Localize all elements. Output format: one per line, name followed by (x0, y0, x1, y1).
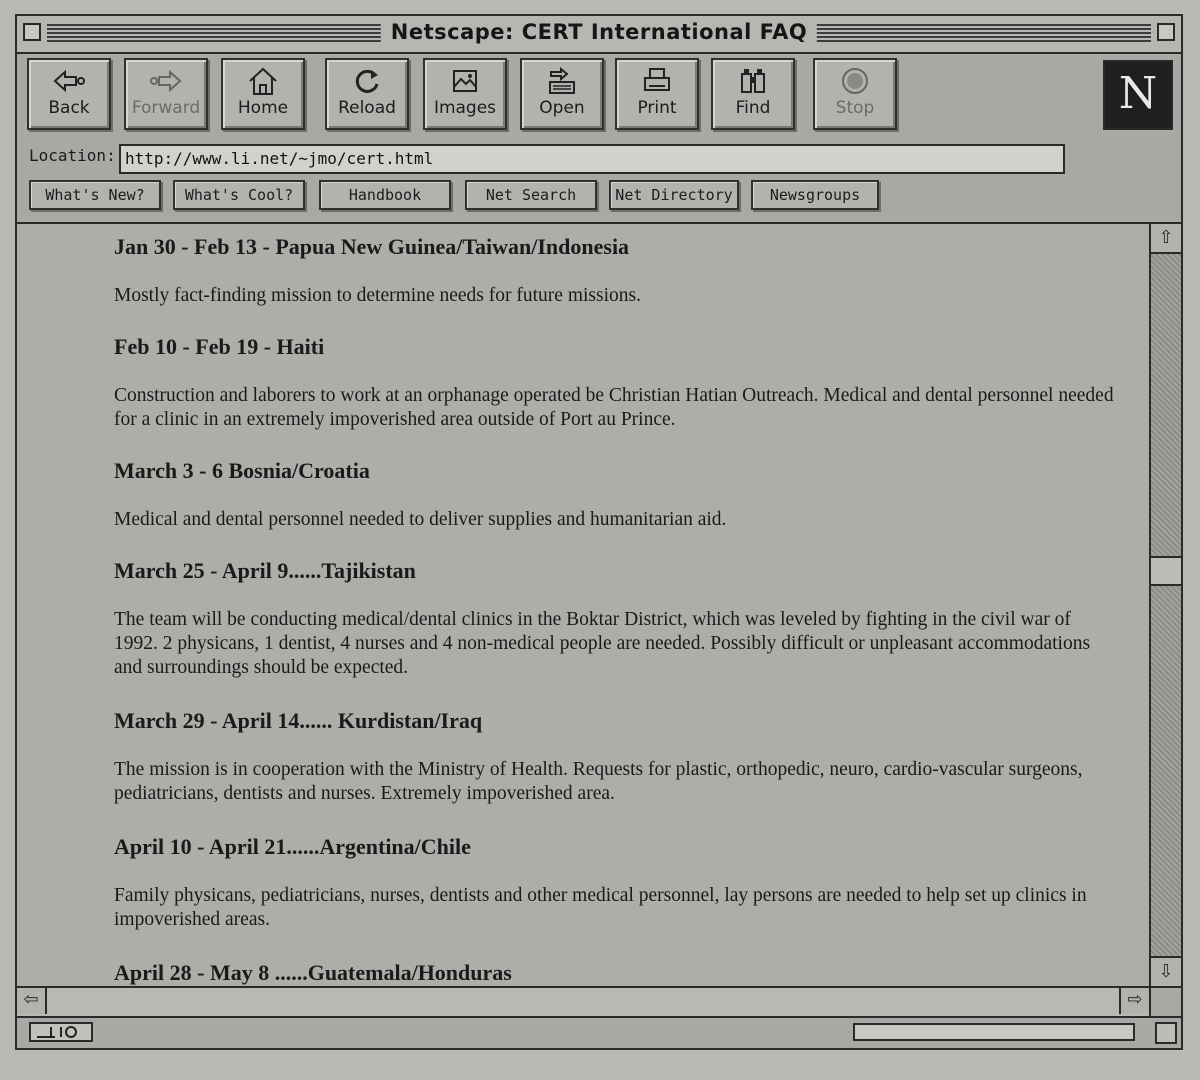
trip-heading: Jan 30 - Feb 13 - Papua New Guinea/Taiwan/Indonesia (114, 234, 630, 259)
stop-icon (815, 60, 895, 98)
home-label: Home (237, 98, 289, 118)
trip-heading: March 29 - April 14...... Kurdistan/Iraq (114, 708, 483, 733)
newsgroups-button[interactable]: Newsgroups (751, 180, 879, 210)
progress-bar (853, 1023, 1135, 1041)
forward-label: Forward (131, 98, 201, 118)
resize-grip-icon[interactable] (1155, 1022, 1177, 1044)
trip-entry (114, 458, 726, 532)
images-button[interactable] (423, 58, 507, 130)
trip-description: Construction and laborers to work at an orphanage operated be Christian Hatian Outreach. Medical and dental personnel needed for a clinic in an extremely impoverished area outside of Port au Prince. (114, 385, 1114, 430)
stop-label: Stop (835, 98, 875, 118)
trip-entry (114, 708, 1114, 806)
status-bar (17, 1016, 1181, 1048)
scroll-thumb[interactable] (1151, 556, 1181, 586)
scrollbar-corner (1149, 986, 1181, 1016)
scroll-up-icon[interactable]: ⇧ (1151, 224, 1181, 254)
net-search-button[interactable]: Net Search (465, 180, 597, 210)
print-label: Print (637, 98, 677, 118)
back-button[interactable] (27, 58, 111, 130)
trip-heading: March 25 - April 9......Tajikistan (114, 558, 416, 583)
horizontal-scrollbar[interactable] (17, 986, 1149, 1016)
open-icon (522, 60, 602, 98)
trip-heading: March 3 - 6 Bosnia/Croatia (114, 458, 370, 483)
binoculars-icon (713, 60, 793, 98)
zoom-box[interactable] (1157, 23, 1175, 41)
directory-buttons (17, 178, 1181, 214)
title-bar[interactable] (17, 16, 1181, 54)
images-icon (425, 60, 505, 98)
stop-button[interactable] (813, 58, 897, 130)
home-button[interactable] (221, 58, 305, 130)
toolbar (17, 54, 1181, 138)
netscape-logo[interactable]: N (1103, 60, 1173, 130)
trip-description: The mission is in cooperation with the Ministry of Health. Requests for plastic, orthopedic, neuro, cardio-vascular surgeons, pediatricians, dentists and nurses. Extremely impoverished area. (114, 759, 1083, 804)
trip-description: Medical and dental personnel needed to deliver supplies and humanitarian aid. (114, 509, 727, 530)
close-box[interactable] (23, 23, 41, 41)
home-icon (223, 60, 303, 98)
reload-button[interactable] (325, 58, 409, 130)
trip-entry (114, 234, 641, 308)
scroll-down-icon[interactable]: ⇩ (1151, 956, 1181, 986)
trip-entry (114, 960, 512, 986)
vertical-scrollbar[interactable] (1149, 222, 1181, 986)
trip-description: Family physicans, pediatricians, nurses, dentists and other medical personnel, lay persons are needed to help set up clinics in impoverished areas. (114, 885, 1087, 930)
find-button[interactable] (711, 58, 795, 130)
trip-entry (114, 834, 1114, 932)
back-label: Back (48, 98, 90, 118)
whats-new-button[interactable]: What's New? (29, 180, 161, 210)
trip-description: Mostly fact-finding mission to determine needs for future missions. (114, 285, 641, 306)
back-arrow-icon (29, 60, 109, 98)
trip-description: The team will be conducting medical/dental clinics in the Boktar District, which was leveled by fighting in the civil war of 1992. 2 physicans, 1 dentist, 4 nurses and 4 non-medical people are needed. Possibly difficult or unpleasant accommodations and surroundings should be expected. (114, 609, 1091, 678)
location-bar (17, 140, 1181, 174)
security-key-icon[interactable] (29, 1022, 93, 1042)
trip-entry (114, 334, 1114, 432)
page-content[interactable] (17, 222, 1149, 988)
trip-heading: Feb 10 - Feb 19 - Haiti (114, 334, 325, 359)
location-input[interactable]: http://www.li.net/~jmo/cert.html (119, 144, 1065, 174)
open-button[interactable] (520, 58, 604, 130)
forward-arrow-icon (126, 60, 206, 98)
whats-cool-button[interactable]: What's Cool? (173, 180, 305, 210)
reload-label: Reload (338, 98, 396, 118)
find-label: Find (735, 98, 771, 118)
scroll-left-icon[interactable]: ⇦ (17, 988, 47, 1014)
scroll-right-icon[interactable]: ⇨ (1119, 988, 1149, 1014)
trip-entry (114, 558, 1114, 680)
reload-icon (327, 60, 407, 98)
window-title: Netscape: CERT International FAQ (381, 20, 817, 44)
trip-heading: April 10 - April 21......Argentina/Chile (114, 834, 471, 859)
images-label: Images (433, 98, 497, 118)
trip-heading: April 28 - May 8 ......Guatemala/Honduras (114, 960, 512, 985)
net-directory-button[interactable]: Net Directory (609, 180, 739, 210)
open-label: Open (539, 98, 585, 118)
forward-button[interactable] (124, 58, 208, 130)
handbook-button[interactable]: Handbook (319, 180, 451, 210)
browser-window (15, 14, 1183, 1050)
location-label: Location: (29, 146, 116, 165)
print-button[interactable] (615, 58, 699, 130)
printer-icon (617, 60, 697, 98)
